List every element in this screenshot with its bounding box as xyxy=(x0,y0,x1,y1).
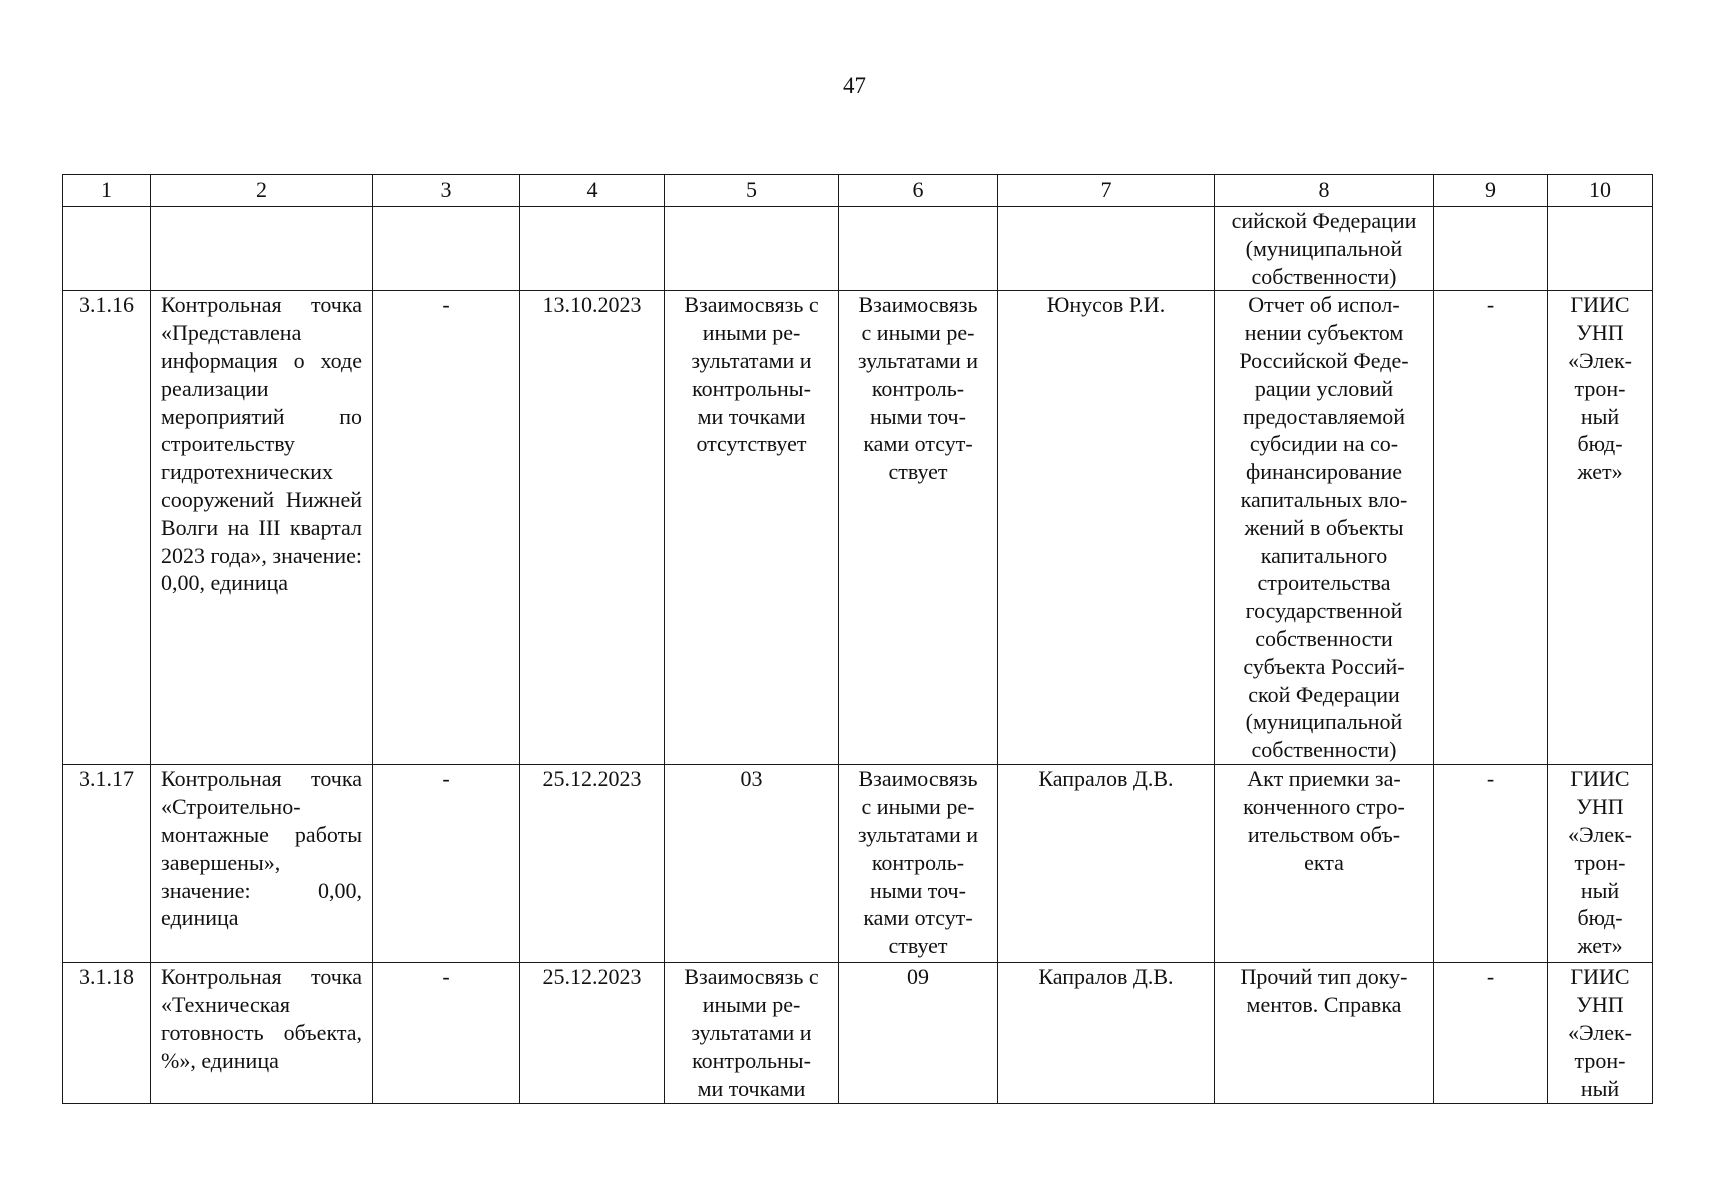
row-document xyxy=(1215,291,1434,765)
cell-line: ми точками xyxy=(697,1075,806,1101)
cell-line: Взаимосвязь xyxy=(858,292,978,318)
column-header: 10 xyxy=(1548,175,1653,207)
cell-line: контрольны- xyxy=(692,1047,811,1073)
description-text: Контрольная точка «Строительно-монтажные работы завершены», значение: 0,00, единица xyxy=(161,766,362,931)
cell-line: Акт приемки за- xyxy=(1247,766,1401,792)
cell-line: ный xyxy=(1580,1075,1620,1101)
row-col6 xyxy=(839,291,998,765)
cell-line: с иными ре- xyxy=(861,320,975,346)
control-points-table xyxy=(62,174,1653,1104)
cell-line: Взаимосвязь с xyxy=(684,292,819,318)
cell-line: собственности) xyxy=(1251,737,1397,763)
row-description xyxy=(151,963,373,1104)
cell-line: контрольны- xyxy=(692,375,811,401)
cell-line: ительством объ- xyxy=(1247,821,1401,847)
cell-line: жений в объекты xyxy=(1244,514,1404,540)
cell-line: трон- xyxy=(1574,1047,1626,1073)
cell-line: УНП xyxy=(1576,320,1624,346)
document-cell xyxy=(1215,207,1434,291)
cell-line: зультатами и xyxy=(857,821,979,847)
column-header: 4 xyxy=(520,175,665,207)
cell-line: Отчет об испол- xyxy=(1248,292,1400,318)
row-col3: - xyxy=(373,765,520,963)
cell-line: субъекта Россий- xyxy=(1243,653,1405,679)
table-cell xyxy=(373,207,520,291)
cell-line: субсидии на со- xyxy=(1249,431,1399,457)
cell-line: ствует xyxy=(888,933,948,959)
row-description xyxy=(151,291,373,765)
table-cell xyxy=(520,207,665,291)
table-cell xyxy=(1548,207,1653,291)
column-header: 2 xyxy=(151,175,373,207)
row-col5 xyxy=(665,963,839,1104)
column-number-row xyxy=(63,175,1653,207)
cell-line: финансирование xyxy=(1245,459,1403,485)
row-col5 xyxy=(665,765,839,963)
row-col9: - xyxy=(1434,765,1548,963)
column-header: 8 xyxy=(1215,175,1434,207)
cell-line: Взаимосвязь с xyxy=(684,964,819,990)
cell-line: ГИИС xyxy=(1570,964,1630,990)
cell-line: трон- xyxy=(1574,375,1626,401)
row-col6 xyxy=(839,765,998,963)
row-system xyxy=(1548,765,1653,963)
cell-line: «Элек- xyxy=(1568,821,1632,847)
cell-line: ментов. Справка xyxy=(1246,992,1402,1018)
cell-line: зультатами и xyxy=(857,347,979,373)
row-col5 xyxy=(665,291,839,765)
cell-line: капитального xyxy=(1260,542,1388,568)
row-system xyxy=(1548,963,1653,1104)
cell-line: ками отсут- xyxy=(863,431,973,457)
table-cell xyxy=(1434,207,1548,291)
cell-line: 03 xyxy=(740,766,763,792)
cell-line: бюд- xyxy=(1577,431,1623,457)
cell-line: ми точками xyxy=(697,403,806,429)
table-cell xyxy=(839,207,998,291)
table-cell xyxy=(151,207,373,291)
cell-line: собственности) xyxy=(1251,263,1397,289)
table-row xyxy=(63,765,1653,963)
table-row xyxy=(63,291,1653,765)
cell-line: «Элек- xyxy=(1568,1019,1632,1045)
description-text: Контрольная точка «Представлена информация о ходе реализации мероприятий по строительству гидротехнических сооружений Нижней Волги на III квартал 2023 года», значение: 0,00, единица xyxy=(161,292,362,596)
cell-line: (муниципальной xyxy=(1245,709,1403,735)
cell-line: 09 xyxy=(907,964,929,990)
cell-line: иными ре- xyxy=(702,320,801,346)
description-text: Контрольная точка «Техническая готовность объекта, %», единица xyxy=(161,964,362,1073)
cell-line: контроль- xyxy=(871,375,965,401)
row-responsible: Капралов Д.В. xyxy=(998,765,1215,963)
cell-line: Прочий тип доку- xyxy=(1240,964,1408,990)
cell-line: отсутствует xyxy=(696,431,807,457)
table-cell xyxy=(998,207,1215,291)
cell-line: трон- xyxy=(1574,849,1626,875)
cell-line: ный xyxy=(1580,877,1620,903)
table-cell xyxy=(665,207,839,291)
cell-line: рации условий xyxy=(1254,375,1394,401)
page-number: 47 xyxy=(843,73,866,98)
row-col3: - xyxy=(373,291,520,765)
row-col9: - xyxy=(1434,291,1548,765)
cell-line: бюд- xyxy=(1577,905,1623,931)
cell-line: ными точ- xyxy=(870,403,966,429)
cell-line: «Элек- xyxy=(1568,347,1632,373)
row-date: 25.12.2023 xyxy=(520,963,665,1104)
cell-line: предоставляемой xyxy=(1242,403,1406,429)
row-number: 3.1.18 xyxy=(63,963,151,1104)
cell-line: иными ре- xyxy=(702,992,801,1018)
row-responsible: Капралов Д.В. xyxy=(998,963,1215,1104)
column-header: 7 xyxy=(998,175,1215,207)
column-header: 1 xyxy=(63,175,151,207)
column-header: 5 xyxy=(665,175,839,207)
cell-line: ГИИС xyxy=(1570,766,1630,792)
column-header: 9 xyxy=(1434,175,1548,207)
row-col6 xyxy=(839,963,998,1104)
cell-line: зультатами и xyxy=(691,347,812,373)
cell-line: зультатами и xyxy=(691,1019,812,1045)
row-document xyxy=(1215,765,1434,963)
cell-line: УНП xyxy=(1576,794,1624,820)
cell-line: сийской Федерации xyxy=(1231,208,1417,233)
cell-line: конченного стро- xyxy=(1243,794,1405,820)
table-row xyxy=(63,963,1653,1104)
cell-line: УНП xyxy=(1576,992,1624,1018)
row-col3: - xyxy=(373,963,520,1104)
cell-line: нении субъектом xyxy=(1244,320,1404,346)
cell-line: Российской Феде- xyxy=(1239,347,1409,373)
cell-line: государственной xyxy=(1245,598,1403,624)
cell-line: ный xyxy=(1580,403,1620,429)
cell-line: контроль- xyxy=(871,849,965,875)
row-col9: - xyxy=(1434,963,1548,1104)
row-description xyxy=(151,765,373,963)
column-header: 6 xyxy=(839,175,998,207)
row-document xyxy=(1215,963,1434,1104)
cell-line: жет» xyxy=(1577,459,1623,485)
cell-line: ствует xyxy=(888,459,948,485)
cell-line: Взаимосвязь xyxy=(858,766,978,792)
cell-line: екта xyxy=(1304,849,1344,875)
cell-line: ками отсут- xyxy=(863,905,973,931)
cell-line: с иными ре- xyxy=(861,794,975,820)
cell-line: строительства xyxy=(1257,570,1391,596)
cell-line: капитальных вло- xyxy=(1240,486,1408,512)
continuation-row xyxy=(63,207,1653,291)
cell-line: собственности xyxy=(1255,625,1393,651)
cell-line: (муниципальной xyxy=(1245,235,1403,261)
column-header: 3 xyxy=(373,175,520,207)
row-responsible: Юнусов Р.И. xyxy=(998,291,1215,765)
cell-line: жет» xyxy=(1577,933,1623,959)
row-date: 13.10.2023 xyxy=(520,291,665,765)
cell-line: ской Федерации xyxy=(1248,681,1400,707)
row-number: 3.1.17 xyxy=(63,765,151,963)
row-number: 3.1.16 xyxy=(63,291,151,765)
table-cell xyxy=(63,207,151,291)
row-date: 25.12.2023 xyxy=(520,765,665,963)
row-system xyxy=(1548,291,1653,765)
cell-line: ными точ- xyxy=(870,877,966,903)
cell-line: ГИИС xyxy=(1570,292,1630,318)
